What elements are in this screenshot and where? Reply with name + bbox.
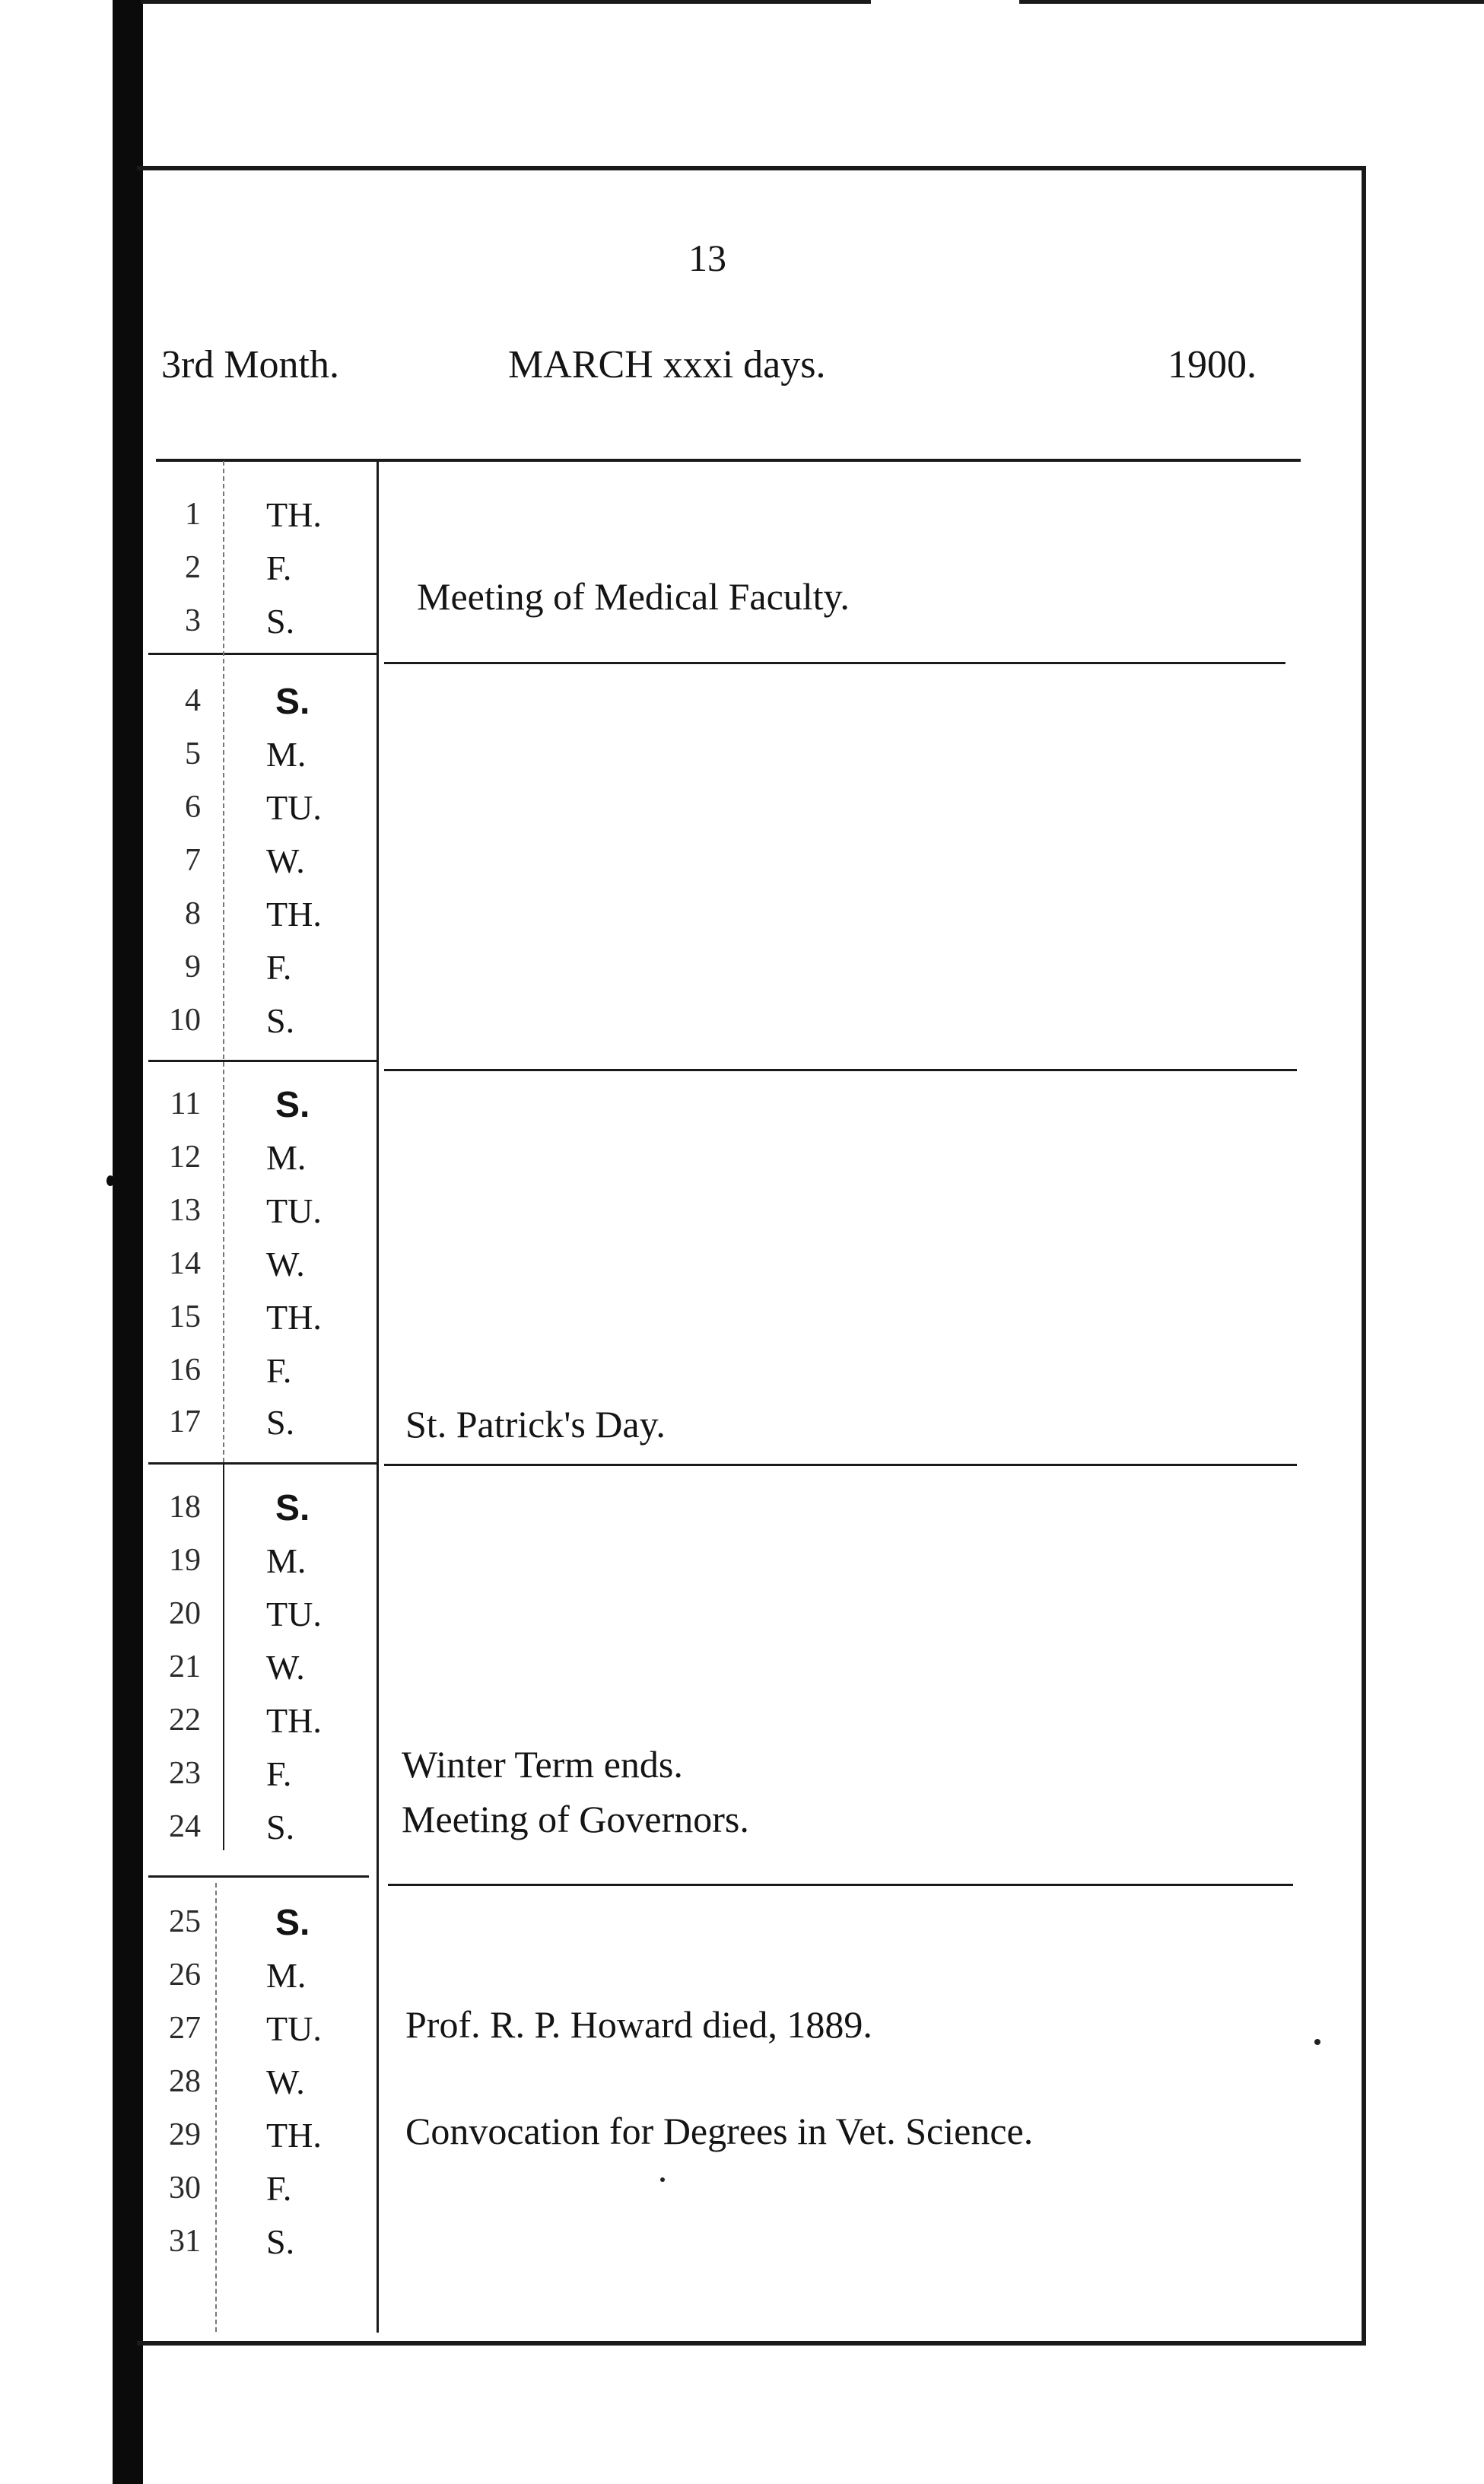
day-number: 14 <box>169 1246 201 1281</box>
weekday: W. <box>266 1648 305 1687</box>
day-number: 29 <box>169 2117 201 2152</box>
weekday: M. <box>266 1138 307 1177</box>
day-number: 21 <box>169 1649 201 1684</box>
day-number: 12 <box>169 1140 201 1175</box>
weekday: TU. <box>266 788 322 827</box>
weekday: TH. <box>266 2116 322 2155</box>
day-number: 15 <box>169 1299 201 1334</box>
page-number: 13 <box>688 237 726 279</box>
day-number: 3 <box>185 603 201 638</box>
weekday-sunday: S. <box>275 682 310 722</box>
day-number: 17 <box>169 1404 201 1439</box>
weekday: W. <box>266 1245 305 1283</box>
weekday: S. <box>266 602 295 641</box>
ink-speck <box>660 2177 665 2182</box>
weekday: W. <box>266 841 305 880</box>
day-number: 7 <box>185 843 201 878</box>
day-number: 26 <box>169 1958 201 1993</box>
week-rule-1-left <box>148 653 377 655</box>
weekday: TH. <box>266 1701 322 1740</box>
column-divider-days-dotted <box>223 461 224 1462</box>
week-rule-2-left <box>148 1060 377 1062</box>
day-number: 25 <box>169 1904 201 1939</box>
weekday: S. <box>266 1808 295 1846</box>
week-rule-3 <box>384 1464 1297 1466</box>
weekday-sunday: S. <box>275 1085 310 1125</box>
day-number: 20 <box>169 1596 201 1631</box>
top-edge-rule-right <box>1019 0 1484 4</box>
day-number: 28 <box>169 2064 201 2099</box>
weekday: M. <box>266 735 307 774</box>
day-number: 18 <box>169 1490 201 1525</box>
column-divider-days <box>223 1462 224 1850</box>
month-ordinal: 3rd Month. <box>161 343 339 386</box>
day-number: 13 <box>169 1193 201 1228</box>
weekday: TU. <box>266 1191 322 1230</box>
day-number: 2 <box>185 550 201 585</box>
weekday: M. <box>266 1541 307 1580</box>
note-convocation: Convocation for Degrees in Vet. Science. <box>405 2110 1034 2152</box>
day-number: 19 <box>169 1543 201 1578</box>
weekday: W. <box>266 2063 305 2101</box>
weekday: F. <box>266 549 292 587</box>
day-number: 1 <box>185 497 201 532</box>
month-title: MARCH xxxi days. <box>508 343 826 386</box>
header-rule <box>156 459 1301 462</box>
weekday: TU. <box>266 2009 322 2048</box>
day-number: 8 <box>185 896 201 931</box>
column-divider-notes <box>377 461 379 2333</box>
top-edge-rule <box>141 0 871 4</box>
weekday-sunday: S. <box>275 1903 310 1943</box>
weekday: TH. <box>266 495 322 534</box>
week-rule-4 <box>388 1884 1293 1886</box>
year: 1900. <box>1168 343 1257 386</box>
column-divider-days-dotted-lower <box>215 1883 217 2332</box>
note-howard-died: Prof. R. P. Howard died, 1889. <box>405 2003 872 2046</box>
day-number: 16 <box>169 1353 201 1388</box>
day-number: 11 <box>170 1086 201 1121</box>
day-number: 27 <box>169 2011 201 2046</box>
day-number: 30 <box>169 2171 201 2206</box>
day-number: 31 <box>169 2224 201 2259</box>
day-number: 6 <box>185 790 201 825</box>
note-medical-faculty: Meeting of Medical Faculty. <box>417 575 850 618</box>
weekday-sunday: S. <box>275 1488 310 1528</box>
day-number: 10 <box>169 1003 201 1038</box>
week-rule-1 <box>384 662 1285 664</box>
day-number: 24 <box>169 1809 201 1844</box>
weekday: TH. <box>266 895 322 933</box>
note-winter-term-ends: Winter Term ends. <box>402 1743 683 1786</box>
weekday: TU. <box>266 1595 322 1633</box>
day-number: 22 <box>169 1703 201 1738</box>
ink-speck <box>1314 2039 1320 2045</box>
weekday: TH. <box>266 1298 322 1337</box>
note-st-patricks-day: St. Patrick's Day. <box>405 1403 666 1446</box>
week-rule-3-left <box>148 1462 377 1465</box>
weekday: S. <box>266 2222 295 2261</box>
day-number: 9 <box>185 949 201 984</box>
weekday: F. <box>266 1351 292 1390</box>
week-rule-4-left <box>148 1875 369 1878</box>
weekday: F. <box>266 948 292 987</box>
weekday: F. <box>266 1754 292 1793</box>
weekday: S. <box>266 1001 295 1040</box>
day-number: 4 <box>185 683 201 718</box>
weekday: M. <box>266 1956 307 1995</box>
note-meeting-of-governors: Meeting of Governors. <box>402 1798 749 1840</box>
week-rule-2 <box>384 1069 1297 1071</box>
day-number: 23 <box>169 1756 201 1791</box>
spine-mark <box>106 1175 114 1186</box>
weekday: S. <box>266 1403 295 1442</box>
weekday: F. <box>266 2169 292 2208</box>
day-number: 5 <box>185 736 201 771</box>
